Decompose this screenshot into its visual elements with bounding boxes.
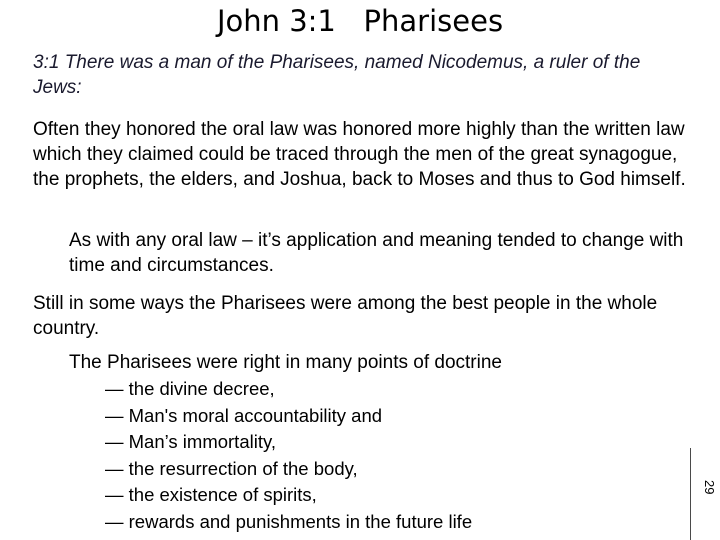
doctrine-item: — rewards and punishments in the future life — [105, 510, 473, 532]
verse-text: 3:1 There was a man of the Pharisees, named Nicodemus, a ruler of the Jews: — [33, 52, 641, 98]
doctrine-item: — the existence of spirits, — [105, 484, 317, 505]
doctrine-intro: The Pharisees were right in many points of doctrine — [69, 352, 502, 373]
oral-law-paragraph: Often they honored the oral law was honored more highly than the written law which they claimed could be traced through the men of the great synagogue, the prophets, the elders, and Joshua, back to Moses and thus to God himself. — [33, 119, 686, 190]
pharisees-paragraph: Still in some ways the Pharisees were among the best people in the whole country. — [33, 293, 658, 339]
footer-divider — [690, 448, 691, 540]
doctrine-list — [105, 376, 472, 535]
doctrine-item: — Man’s immortality, — [105, 431, 276, 452]
page-number: 29 — [702, 480, 717, 495]
oral-law-subpoint: As with any oral law – it’s application and meaning tended to change with time and circumstances. — [69, 230, 684, 276]
doctrine-item: — the resurrection of the body, — [105, 457, 358, 479]
doctrine-item: — the divine decree, — [105, 378, 275, 399]
slide-title: John 3:1 Pharisees — [216, 4, 504, 38]
doctrine-item: — Man's moral accountability and — [105, 404, 383, 426]
